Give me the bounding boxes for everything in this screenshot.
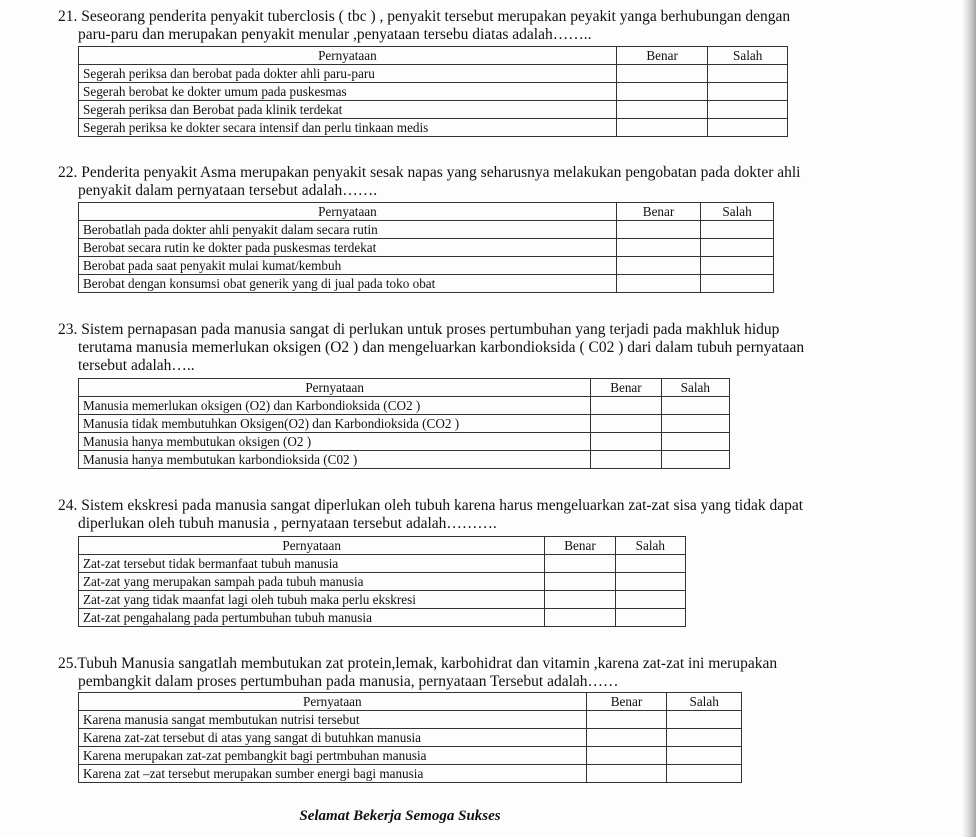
table-row: [79, 591, 686, 609]
salah-cell[interactable]: [661, 397, 729, 415]
benar-cell[interactable]: [591, 397, 661, 415]
column-salah: Salah: [701, 203, 774, 221]
question-text: 22. Penderita penyakit Asma merupakan penyakit sesak napas yang seharusnya melakukan pengobatan pada dokter ahli: [58, 164, 801, 181]
column-salah: Salah: [667, 693, 742, 711]
answer-table-25: [78, 692, 742, 783]
column-benar: Benar: [616, 47, 708, 65]
question-text: 21. Seseorang penderita penyakit tuberclosis ( tbc ) , penyakit tersebut merupakan peyakit yanga berhubungan dengan: [58, 8, 791, 25]
benar-cell[interactable]: [616, 221, 700, 239]
column-pernyataan: Pernyataan: [79, 203, 617, 221]
question-text: 24. Sistem ekskresi pada manusia sangat diperlukan oleh tubuh karena harus mengeluarkan zat-zat sisa yang tidak dapat: [58, 497, 804, 514]
statement-cell: Segerah periksa dan Berobat pada klinik terdekat: [79, 101, 617, 119]
benar-cell[interactable]: [591, 451, 661, 469]
statement-cell: Berobat dengan konsumsi obat generik yang di jual pada toko obat: [79, 275, 617, 293]
benar-cell[interactable]: [545, 591, 615, 609]
column-benar: Benar: [616, 203, 700, 221]
statement-cell: Berobat secara rutin ke dokter pada puskesmas terdekat: [79, 239, 617, 257]
statement-cell: Zat-zat tersebut tidak bermanfaat tubuh manusia: [79, 555, 545, 573]
salah-cell[interactable]: [615, 555, 685, 573]
question-text: pembangkit dalam proses pertumbuhan pada manusia, pernyataan Tersebut adalah……: [78, 673, 619, 690]
answer-table-24: [78, 536, 686, 627]
question-23: [58, 321, 912, 375]
benar-cell[interactable]: [616, 101, 708, 119]
benar-cell[interactable]: [616, 257, 700, 275]
question-22: [58, 164, 912, 200]
benar-cell[interactable]: [616, 275, 700, 293]
benar-cell[interactable]: [586, 747, 667, 765]
question-text: paru-paru dan merupakan penyakit menular ,penyataan tersebu diatas adalah……..: [78, 26, 592, 43]
answer-table-23: [78, 378, 730, 469]
salah-cell[interactable]: [701, 239, 774, 257]
salah-cell[interactable]: [701, 275, 774, 293]
salah-cell[interactable]: [701, 257, 774, 275]
table-row: [79, 555, 686, 573]
table-row: [79, 729, 742, 747]
table-header-row: [79, 693, 742, 711]
salah-cell[interactable]: [708, 101, 788, 119]
salah-cell[interactable]: [667, 729, 742, 747]
salah-cell[interactable]: [708, 83, 788, 101]
table-row: [79, 451, 730, 469]
column-pernyataan: Pernyataan: [79, 537, 545, 555]
question-text: terutama manusia memerlukan oksigen (O2 ) dan mengeluarkan karbondioksida ( C02 ) dari dalam tubuh pernyataan: [78, 339, 805, 356]
column-salah: Salah: [708, 47, 788, 65]
salah-cell[interactable]: [667, 765, 742, 783]
column-salah: Salah: [615, 537, 685, 555]
benar-cell[interactable]: [545, 555, 615, 573]
table-header-row: [79, 379, 730, 397]
salah-cell[interactable]: [661, 415, 729, 433]
salah-cell[interactable]: [615, 573, 685, 591]
table-row: [79, 573, 686, 591]
question-text: tersebut adalah…..: [78, 357, 195, 374]
table-header-row: [79, 537, 686, 555]
statement-cell: Segerah periksa ke dokter secara intensif dan perlu tinkaan medis: [79, 119, 617, 137]
table-row: [79, 415, 730, 433]
salah-cell[interactable]: [615, 591, 685, 609]
benar-cell[interactable]: [591, 433, 661, 451]
salah-cell[interactable]: [667, 711, 742, 729]
salah-cell[interactable]: [615, 609, 685, 627]
salah-cell[interactable]: [701, 221, 774, 239]
benar-cell[interactable]: [586, 729, 667, 747]
question-text: 25.Tubuh Manusia sangatlah membutukan zat protein,lemak, karbohidrat dan vitamin ,karena zat-zat ini merupakan: [58, 655, 778, 672]
question-21: [58, 8, 912, 44]
statement-cell: Berobatlah pada dokter ahli penyakit dalam secara rutin: [79, 221, 617, 239]
statement-cell: Zat-zat yang merupakan sampah pada tubuh manusia: [79, 573, 545, 591]
column-benar: Benar: [591, 379, 661, 397]
statement-cell: Manusia memerlukan oksigen (O2) dan Karbondioksida (CO2 ): [79, 397, 591, 415]
benar-cell[interactable]: [616, 239, 700, 257]
benar-cell[interactable]: [545, 573, 615, 591]
benar-cell[interactable]: [591, 415, 661, 433]
salah-cell[interactable]: [661, 451, 729, 469]
question-text: penyakit dalam pernyataan tersebut adalah…….: [78, 182, 378, 199]
table-row: [79, 257, 774, 275]
table-row: [79, 765, 742, 783]
statement-cell: Zat-zat yang tidak maanfat lagi oleh tubuh maka perlu ekskresi: [79, 591, 545, 609]
statement-cell: Karena zat-zat tersebut di atas yang sangat di butuhkan manusia: [79, 729, 587, 747]
table-row: [79, 275, 774, 293]
table-row: [79, 101, 788, 119]
benar-cell[interactable]: [616, 119, 708, 137]
salah-cell[interactable]: [708, 119, 788, 137]
statement-cell: Karena manusia sangat membutukan nutrisi tersebut: [79, 711, 587, 729]
table-row: [79, 711, 742, 729]
column-pernyataan: Pernyataan: [79, 47, 617, 65]
table-row: [79, 65, 788, 83]
salah-cell[interactable]: [661, 433, 729, 451]
statement-cell: Manusia hanya membutukan karbondioksida (C02 ): [79, 451, 591, 469]
benar-cell[interactable]: [586, 765, 667, 783]
salah-cell[interactable]: [708, 65, 788, 83]
table-row: [79, 221, 774, 239]
question-25: [58, 655, 912, 691]
column-benar: Benar: [586, 693, 667, 711]
question-24: [58, 497, 912, 533]
page-edge-shadow: [962, 0, 976, 837]
table-row: [79, 609, 686, 627]
benar-cell[interactable]: [545, 609, 615, 627]
salah-cell[interactable]: [667, 747, 742, 765]
statement-cell: Zat-zat pengahalang pada pertumbuhan tubuh manusia: [79, 609, 545, 627]
answer-table-21: [78, 46, 788, 137]
statement-cell: Berobat pada saat penyakit mulai kumat/kembuh: [79, 257, 617, 275]
column-salah: Salah: [661, 379, 729, 397]
benar-cell[interactable]: [616, 65, 708, 83]
statement-cell: Segerah berobat ke dokter umum pada puskesmas: [79, 83, 617, 101]
column-pernyataan: Pernyataan: [79, 693, 587, 711]
table-header-row: [79, 203, 774, 221]
benar-cell[interactable]: [616, 83, 708, 101]
table-row: [79, 747, 742, 765]
table-row: [79, 119, 788, 137]
column-pernyataan: Pernyataan: [79, 379, 591, 397]
question-text: 23. Sistem pernapasan pada manusia sangat di perlukan untuk proses pertumbuhan yang terjadi pada makhluk hidup: [58, 321, 780, 338]
statement-cell: Karena merupakan zat-zat pembangkit bagi pertmbuhan manusia: [79, 747, 587, 765]
table-row: [79, 83, 788, 101]
table-row: [79, 239, 774, 257]
benar-cell[interactable]: [586, 711, 667, 729]
table-row: [79, 433, 730, 451]
statement-cell: Karena zat –zat tersebut merupakan sumber energi bagi manusia: [79, 765, 587, 783]
statement-cell: Manusia tidak membutuhkan Oksigen(O2) dan Karbondioksida (CO2 ): [79, 415, 591, 433]
question-text: diperlukan oleh tubuh manusia , pernyataan tersebut adalah……….: [78, 515, 497, 532]
column-benar: Benar: [545, 537, 615, 555]
table-row: [79, 397, 730, 415]
answer-table-22: [78, 202, 774, 293]
statement-cell: Manusia hanya membutukan oksigen (O2 ): [79, 433, 591, 451]
table-header-row: [79, 47, 788, 65]
closing-message: Selamat Bekerja Semoga Sukses: [299, 808, 501, 824]
statement-cell: Segerah periksa dan berobat pada dokter ahli paru-paru: [79, 65, 617, 83]
